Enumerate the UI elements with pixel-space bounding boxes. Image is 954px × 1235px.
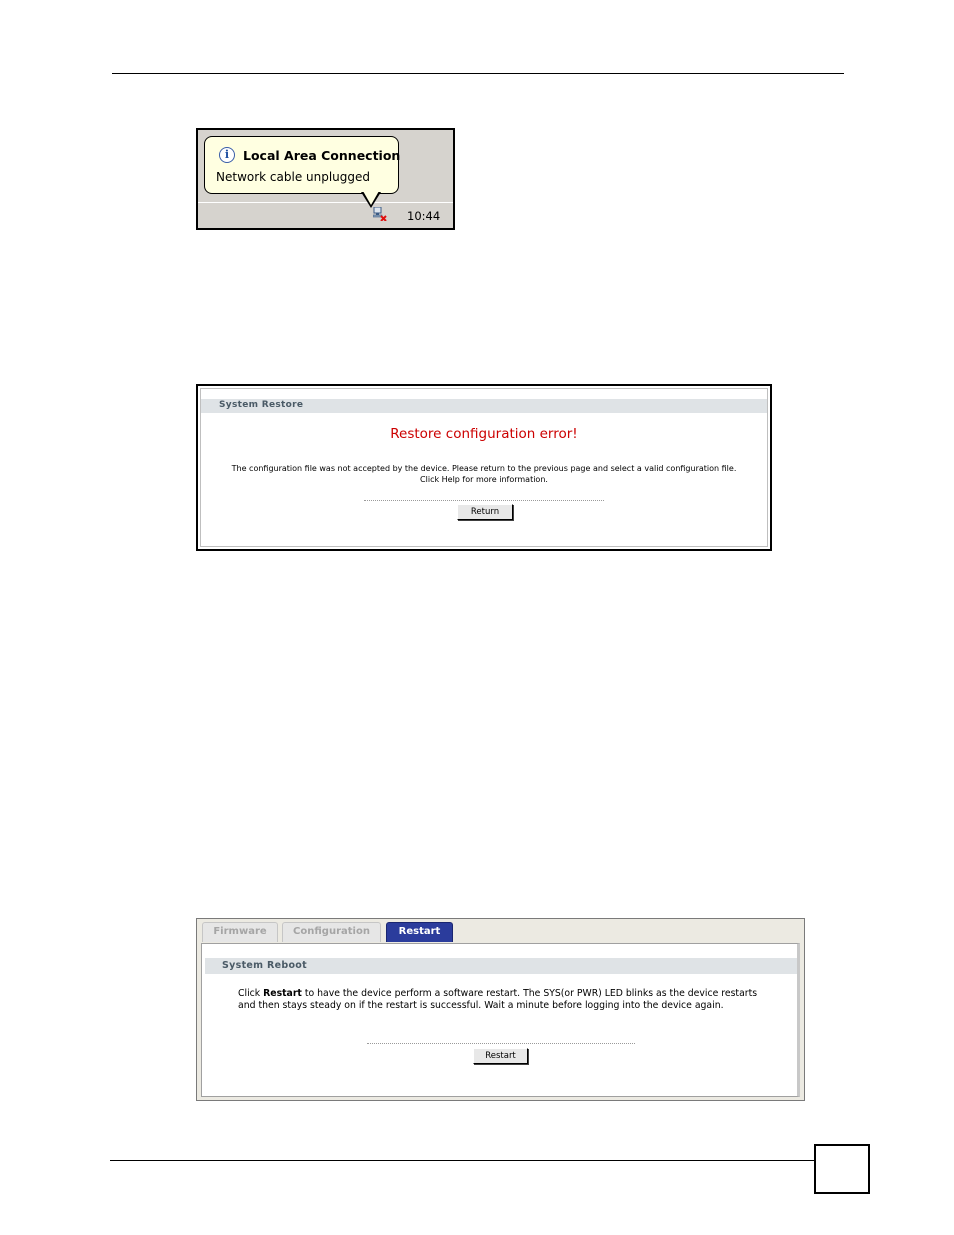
- system-restore-error-figure: [196, 384, 772, 551]
- footer-rule: [110, 1160, 814, 1161]
- reboot-panel: [201, 943, 800, 1097]
- section-title: System Reboot: [222, 960, 307, 971]
- text-part: to have the device perform a software restart. The SYS(or PWR) LED blinks as the device restarts and then stays steady on if the restart is successful. Wait a minute before logging into the device again.: [238, 988, 758, 1011]
- restart-button[interactable]: Restart: [473, 1048, 528, 1064]
- error-title: Restore configuration error!: [390, 426, 578, 442]
- restart-keyword: Restart: [263, 988, 302, 999]
- system-reboot-figure: [196, 918, 805, 1101]
- return-button[interactable]: Return: [457, 504, 513, 520]
- tray-notification-figure: [196, 128, 455, 230]
- separator-line: [367, 1043, 635, 1044]
- notification-balloon[interactable]: [204, 136, 399, 194]
- balloon-tail-fill: [363, 191, 379, 205]
- tab-configuration[interactable]: Configuration: [282, 922, 381, 942]
- page-number-box: [814, 1144, 870, 1194]
- balloon-message: Network cable unplugged: [216, 170, 371, 184]
- tray-clock[interactable]: 10:44: [407, 209, 441, 223]
- section-header: [205, 958, 797, 974]
- network-disconnected-icon[interactable]: [373, 207, 387, 221]
- balloon-title: Local Area Connection: [243, 148, 401, 163]
- section-title: System Restore: [219, 400, 304, 410]
- reboot-description: [238, 988, 767, 1011]
- text-part: Click: [238, 988, 264, 999]
- tab-restart[interactable]: Restart: [386, 922, 453, 942]
- separator-line: [364, 500, 604, 501]
- tab-firmware[interactable]: Firmware: [202, 922, 278, 942]
- section-header: [201, 399, 767, 413]
- header-rule: [112, 73, 844, 74]
- error-description: The configuration file was not accepted by the device. Please return to the previous page and select a valid configuration file. Click Help for more information.: [231, 464, 737, 484]
- taskbar-edge: [198, 202, 453, 203]
- info-icon: i: [219, 147, 235, 163]
